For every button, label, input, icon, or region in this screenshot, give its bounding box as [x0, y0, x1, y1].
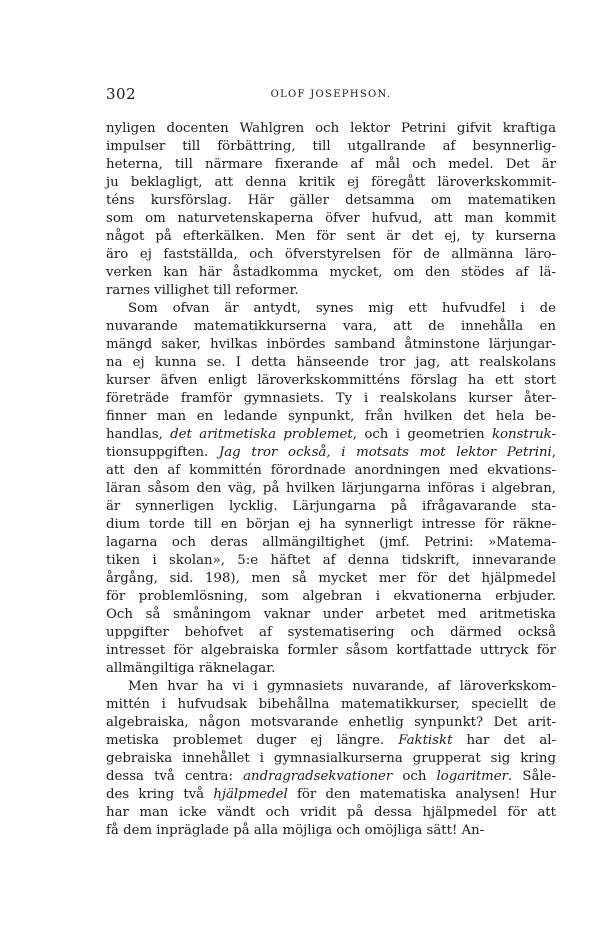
- text-line: [106, 390, 556, 408]
- text-line: [106, 426, 556, 444]
- text-segment: att den af kommittén förordnade anordningen med ekvations-: [106, 463, 556, 478]
- text-segment: har det al-: [452, 733, 556, 748]
- text-line: [106, 156, 556, 174]
- text-segment: något på efterkälken. Men för sent är det ej, ty kurserna: [106, 229, 556, 244]
- italic-text: logaritmer: [436, 769, 508, 784]
- text-segment: uppgifter behofvet af systematisering och därmed också: [106, 625, 556, 640]
- text-line: [106, 732, 556, 750]
- text-line: [106, 336, 556, 354]
- text-line: [106, 552, 556, 570]
- text-line: [106, 714, 556, 732]
- text-segment: na ej kunna se. I detta hänseende tror jag, att realskolans: [106, 355, 556, 370]
- text-line: [106, 606, 556, 624]
- text-segment: mängd saker, hvilkas inbördes samband åtminstone lärjungar-: [106, 337, 556, 352]
- text-line: [106, 822, 556, 840]
- text-segment: rarnes villighet till reformer.: [106, 283, 299, 298]
- paragraph: [106, 678, 556, 840]
- text-segment: intresset för algebraiska formler såsom kortfattade uttryck för: [106, 643, 556, 658]
- text-segment: är synnerligen lycklig. Lärjungarna på ifrågavarande sta-: [106, 499, 556, 514]
- text-segment: för problemlösning, som algebran i ekvationerna erbjuder.: [106, 589, 556, 604]
- italic-text: det aritmetiska problemet: [170, 427, 353, 442]
- text-segment: årgång, sid. 198), men så mycket mer för det hjälpmedel: [106, 571, 556, 586]
- text-segment: algebraiska, någon motsvarande enhetlig synpunkt? Det arit-: [106, 715, 556, 730]
- text-segment: gebraiska innehållet i gymnasialkurserna grupperat sig kring: [106, 751, 556, 766]
- text-line: [106, 300, 556, 318]
- text-segment: handlas,: [106, 427, 171, 442]
- text-line: [106, 498, 556, 516]
- text-segment: kurser äfven enligt läroverkskommitténs förslag ha ett stort: [106, 373, 556, 388]
- text-segment: ju beklagligt, att denna kritik ej föregått läroverkskommit-: [106, 175, 556, 190]
- text-line: [106, 588, 556, 606]
- text-segment: des kring två: [106, 787, 214, 802]
- text-line: [106, 624, 556, 642]
- text-line: [106, 174, 556, 192]
- text-segment: företräde framför gymnasiets. Ty i realskolans kurser åter-: [106, 391, 556, 406]
- text-line: [106, 138, 556, 156]
- text-line: [106, 192, 556, 210]
- text-line: [106, 534, 556, 552]
- running-head: [106, 85, 556, 107]
- text-segment: heterna, till närmare fixerande af mål och medel. Det är: [106, 157, 556, 172]
- italic-text: konstruk-: [491, 427, 556, 442]
- text-segment: dessa två centra:: [106, 769, 244, 784]
- text-line: [106, 804, 556, 822]
- text-line: [106, 354, 556, 372]
- text-line: [106, 696, 556, 714]
- text-segment: impulser till förbättring, till utgallrande af besynnerlig-: [106, 139, 556, 154]
- body-text: [106, 120, 556, 840]
- text-segment: . Såle-: [508, 769, 556, 784]
- text-segment: téns kursförslag. Här gäller detsamma om matematiken: [106, 193, 556, 208]
- text-segment: , och i geometrien: [352, 427, 492, 442]
- text-segment: lagarna och deras allmängiltighet (jmf. Petrini: »Matema-: [106, 535, 556, 550]
- text-segment: har man icke vändt och vridit på dessa hjälpmedel för att: [106, 805, 556, 820]
- text-segment: mittén i hufvudsak bibehållna matematikkurser, speciellt de: [106, 697, 556, 712]
- text-line: [106, 282, 556, 300]
- text-line: [106, 318, 556, 336]
- text-line: [106, 786, 556, 804]
- text-segment: för den matematiska analysen! Hur: [287, 787, 556, 802]
- text-line: [106, 228, 556, 246]
- text-segment: och: [392, 769, 437, 784]
- text-segment: som om naturvetenskaperna öfver hufvud, att man kommit: [106, 211, 556, 226]
- text-segment: allmängiltiga räknelagar.: [106, 661, 276, 676]
- running-head-author: OLOF JOSEPHSON.: [270, 89, 392, 100]
- text-line: [106, 750, 556, 768]
- text-line: [106, 660, 556, 678]
- text-segment: finner man en ledande synpunkt, från hvilken det hela be-: [106, 409, 556, 424]
- text-line: [106, 462, 556, 480]
- text-line: [106, 210, 556, 228]
- italic-text: . Jag tror också, i motsats mot lektor Petrini,: [204, 445, 556, 460]
- text-segment: Som ofvan är antydt, synes mig ett hufvudfel i de: [128, 301, 556, 316]
- text-line: [106, 246, 556, 264]
- italic-text: Faktiskt: [398, 733, 453, 748]
- text-line: [106, 264, 556, 282]
- italic-text: andragradsekvationer: [243, 769, 393, 784]
- text-line: [106, 408, 556, 426]
- text-segment: äro ej fastställda, och öfverstyrelsen för de allmänna läro-: [106, 247, 556, 262]
- text-line: [106, 678, 556, 696]
- text-segment: läran såsom den väg, på hvilken lärjungarna införas i algebran,: [106, 481, 556, 496]
- text-segment: få dem inpräglade på alla möjliga och omöjliga sätt! An-: [106, 823, 485, 838]
- text-segment: tiken i skolan», 5:e häftet af denna tidskrift, innevarande: [106, 553, 556, 568]
- text-segment: nyligen docenten Wahlgren och lektor Petrini gifvit kraftiga: [106, 121, 556, 136]
- text-line: [106, 516, 556, 534]
- text-segment: dium torde till en början ej ha synnerligt intresse för räkne-: [106, 517, 556, 532]
- text-line: [106, 570, 556, 588]
- paragraph: [106, 300, 556, 678]
- text-segment: Och så småningom vaknar under arbetet med aritmetiska: [106, 607, 556, 622]
- text-line: [106, 768, 556, 786]
- text-line: [106, 372, 556, 390]
- text-segment: tionsuppgiften: [106, 445, 205, 460]
- paragraph: [106, 120, 556, 300]
- text-line: [106, 642, 556, 660]
- text-segment: verken kan här åstadkomma mycket, om den stödes af lä-: [106, 265, 556, 280]
- text-line: [106, 444, 556, 462]
- text-segment: metiska problemet duger ej längre.: [106, 733, 399, 748]
- text-segment: Men hvar ha vi i gymnasiets nuvarande, af läroverkskom-: [128, 679, 556, 694]
- italic-text: hjälpmedel: [213, 787, 288, 802]
- text-segment: nuvarande matematikkurserna vara, att de innehålla en: [106, 319, 556, 334]
- text-line: [106, 480, 556, 498]
- page-number: 302: [106, 85, 137, 103]
- text-line: [106, 120, 556, 138]
